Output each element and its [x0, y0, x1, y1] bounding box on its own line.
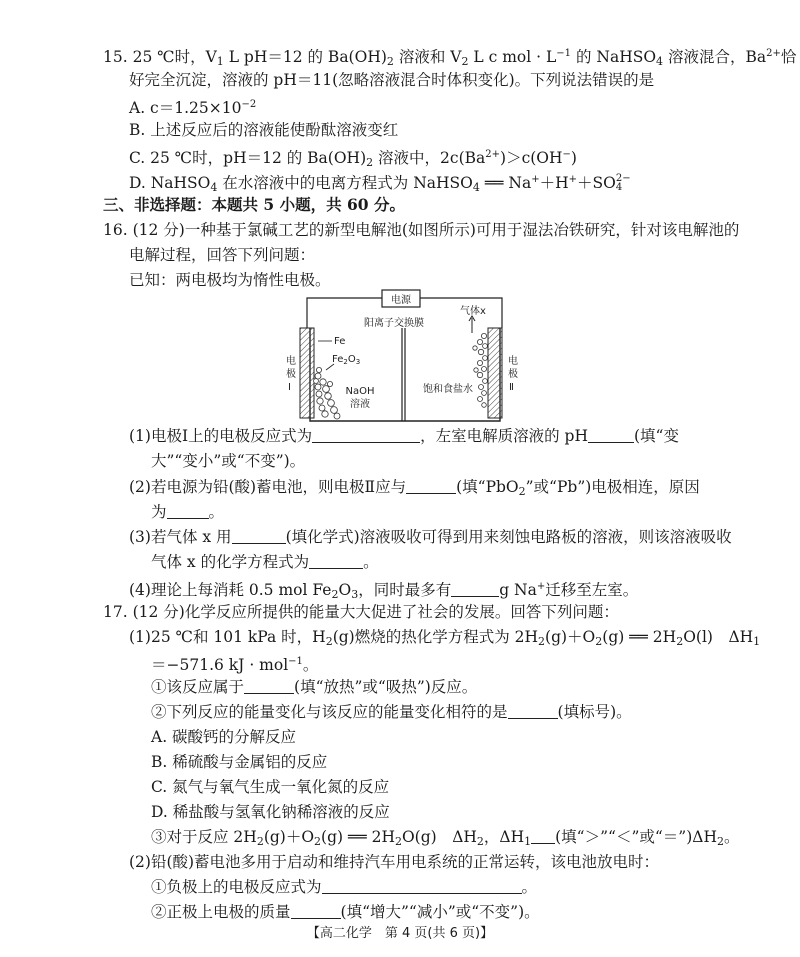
q17-option-a: A. 碳酸钙的分解反应: [151, 728, 297, 746]
section-nonchoice-header: 三、非选择题：本题共 5 小题，共 60 分。: [103, 195, 405, 214]
answer-blank-16-1b[interactable]: [588, 428, 634, 443]
q16-stem-line2: 电解过程，回答下列问题：: [129, 246, 316, 264]
electrode-two-label-1: 电: [508, 356, 518, 367]
q15-option-d: D. NaHSO$_4$ 在水溶液中的电离方程式为 NaHSO$_4$ ══ Na+＋H+＋SO2− 4: [129, 173, 631, 194]
q17-part2-sub1: ①负极上的电极反应式为 。: [151, 878, 538, 896]
gas-x-label: 气体x: [460, 306, 486, 317]
brine-label: 饱和食盐水: [423, 384, 473, 395]
q17-part2: (2)铅(酸)蓄电池多用于启动和维持汽车用电系统的正常运转，该电池放电时：: [129, 853, 660, 871]
q17-sub3: ③对于反应 $2H_2(g)+O_2(g)$ ══ $2H_2O(g)$ $\Delta H_2$，$\Delta H_1$ (填“＞”“＜”或“$=”)\Delta H_2$。: [151, 828, 740, 848]
q16-known: 已知：两电极均为惰性电极。: [129, 271, 331, 289]
electrode-one-label-1: 电: [286, 356, 296, 367]
q15-option-c: C. 25 ℃时，pH＝12 的 $Ba(OH)_2$ 溶液中，$2c(Ba^{2+})>c(OH^-)$: [129, 149, 577, 169]
electrode-one-label-2: 极: [286, 369, 296, 380]
fe2o3-label: $Fe_2O_3$: [332, 354, 361, 366]
electrode-two-numeral: Ⅱ: [509, 382, 514, 393]
q16-part3-line2: 气体 x 的化学方程式为 。: [151, 553, 379, 571]
electrode-two: [488, 328, 502, 418]
q15-stem-line2: 好完全沉淀，溶液的 pH＝11(忽略溶液混合时体积变化)。下列说法错误的是: [129, 71, 655, 89]
q17-option-b: B. 稀硫酸与金属铝的反应: [151, 753, 328, 771]
q17-option-c: C. 氮气与氧气生成一氧化氮的反应: [151, 778, 390, 796]
q17-stem: 17. (12 分)化学反应所提供的能量大大促进了社会的发展。回答下列问题：: [103, 603, 619, 621]
answer-blank-16-2b[interactable]: [167, 504, 209, 519]
answer-blank-17-5[interactable]: [291, 904, 341, 919]
answer-blank-16-3b[interactable]: [309, 554, 363, 569]
answer-blank-16-3a[interactable]: [232, 529, 286, 544]
page-footer: 【高二化学 第 4 页(共 6 页)】: [306, 926, 494, 941]
electrode-one-numeral: Ⅰ: [288, 382, 291, 393]
answer-blank-17-4[interactable]: [322, 879, 522, 894]
electrode-two-label-2: 极: [508, 369, 518, 380]
q16-part4: (4)理论上每消耗 0.5 mol $Fe_2O_3$，同时最多有 g Na+迁移至左室。: [129, 581, 639, 601]
q16-part3-line1: (3)若气体 x 用 (填化学式)溶液吸收可得到用来刻蚀电路板的溶液，则该溶液吸收: [129, 528, 732, 546]
q15-option-b: B. 上述反应后的溶液能使酚酞溶液变红: [129, 121, 399, 139]
q16-part1-line1: (1)电极Ⅰ上的电极反应式为 ，左室电解质溶液的 pH (填“变: [129, 427, 679, 445]
answer-blank-17-1[interactable]: [244, 679, 294, 694]
membrane-label: 阳离子交换膜: [364, 318, 424, 329]
q16-part1-line2: 大”“变小”或“不变”)。: [151, 452, 306, 470]
electrolysis-cell-diagram: [286, 288, 520, 428]
q17-part1-line1: (1)25 ℃和 101 kPa 时，$H_2(g)$燃烧的热化学方程式为 $2H_2(g)+O_2(g)$ ══ $2H_2O(l)$ $\Delta H_1$: [129, 628, 761, 648]
power-source-label: 电源: [391, 295, 411, 306]
q17-part2-sub2: ②正极上电极的质量 (填“增大”“减小”或“不变”)。: [151, 903, 540, 921]
answer-blank-16-2a[interactable]: [406, 479, 456, 494]
answer-blank-16-4[interactable]: [451, 582, 499, 597]
answer-blank-16-1a[interactable]: [312, 428, 420, 443]
q15-option-a: A. $c=1.25\times 10^{-2}$: [129, 99, 257, 117]
q16-stem-line1: 16. (12 分)一种基于氯碱工艺的新型电解池(如图所示)可用于湿法冶铁研究，针对该电解池的: [103, 221, 740, 239]
naoh-solution-label: 溶液: [350, 399, 370, 410]
fe-label: Fe: [334, 336, 346, 347]
q16-part2-line1: (2)若电源为铅(酸)蓄电池，则电极Ⅱ应与 (填“PbO$_2$”或“Pb”)电极相连，原因: [129, 478, 700, 498]
q17-part1-line2: ＝−571.6 kJ · mol$^{-1}$。: [151, 656, 319, 674]
gas-bubbles: [473, 333, 488, 407]
q15-stem-line1: 15. 25 ℃时，$V_1$ L pH＝12 的 $Ba(OH)_2$ 溶液和 $V_2$ L c mol · $L^{-1}$ 的 NaHSO$_4$ 溶液混合，$Ba^{2+}$恰: [103, 48, 797, 68]
fe2o3-particles: [314, 367, 340, 419]
answer-blank-17-2[interactable]: [508, 704, 558, 719]
q17-sub1: ①该反应属于 (填“放热”或“吸热”)反应。: [151, 678, 478, 696]
naoh-label: NaOH: [345, 386, 375, 397]
q17-option-d: D. 稀盐酸与氢氧化钠稀溶液的反应: [151, 803, 390, 821]
electrode-one: [300, 328, 314, 418]
q16-part2-line2: 为 。: [151, 503, 225, 521]
answer-blank-17-3[interactable]: [531, 829, 555, 844]
q17-sub2: ②下列反应的能量变化与该反应的能量变化相符的是 (填标号)。: [151, 703, 632, 721]
